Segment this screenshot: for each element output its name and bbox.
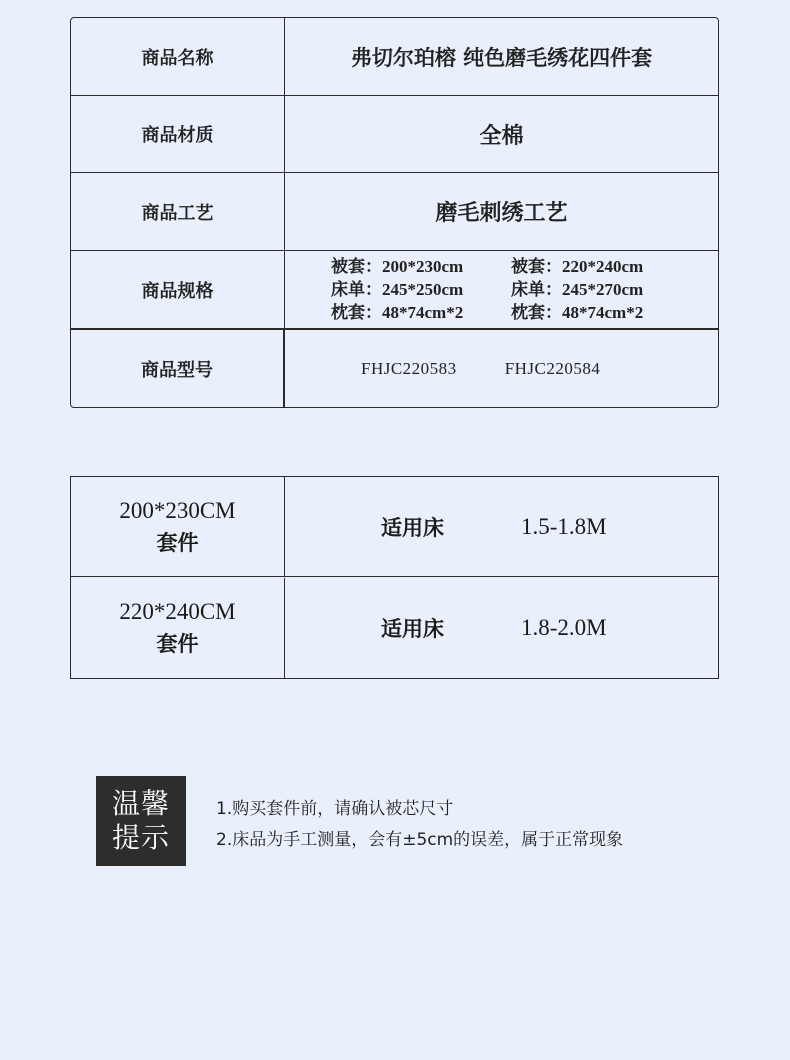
spec-value: 全棉 <box>479 123 524 149</box>
bed-size-row <box>71 477 718 577</box>
size-spec-grid <box>331 256 661 324</box>
spec-row-size <box>71 251 718 329</box>
model-number: FHJC220583 <box>361 359 457 378</box>
size-spec-item: 枕套：48*74cm*2 <box>511 302 644 322</box>
spec-label: 商品工艺 <box>71 173 285 250</box>
spec-row-material <box>71 96 718 173</box>
tips-list <box>216 794 623 856</box>
size-spec-item: 被套：200*230cm <box>331 256 464 276</box>
fit-label: 适用床 <box>381 515 444 540</box>
badge-line: 提示 <box>111 821 170 854</box>
tip-item: 2.床品为手工测量，会有±5cm的误差，属于正常现象 <box>216 830 624 850</box>
model-numbers <box>361 359 600 379</box>
tip-item: 1.购买套件前，请确认被芯尺寸 <box>216 799 454 819</box>
bed-set-size <box>71 578 285 678</box>
spec-value <box>285 251 718 328</box>
spec-row-name <box>71 18 718 96</box>
spec-label: 商品型号 <box>71 330 285 408</box>
product-spec-table <box>70 17 719 408</box>
fit-value: 1.5-1.8M <box>521 513 607 539</box>
size-spec-item: 被套：220*240cm <box>511 256 644 276</box>
spec-label: 商品名称 <box>71 18 285 95</box>
spec-label: 商品规格 <box>71 251 285 328</box>
bed-size-row <box>71 578 718 678</box>
fit-value: 1.8-2.0M <box>521 615 607 640</box>
set-dimensions: 200*230CM <box>119 497 236 523</box>
spec-value <box>285 330 718 408</box>
fit-label: 适用床 <box>381 617 444 641</box>
badge-line: 温馨 <box>111 787 170 820</box>
spec-row-model <box>71 329 718 408</box>
spec-value: 弗切尔珀榕 纯色磨毛绣花四件套 <box>350 45 653 70</box>
bed-fit <box>285 477 718 576</box>
size-spec-item: 枕套：48*74cm*2 <box>331 302 464 322</box>
spec-label: 商品材质 <box>71 96 285 172</box>
set-dimensions: 220*240CM <box>119 599 236 624</box>
set-kind: 套件 <box>156 632 199 656</box>
model-number: FHJC220584 <box>504 359 601 378</box>
bed-size-table <box>70 476 719 679</box>
spec-value: 磨毛刺绣工艺 <box>435 201 568 226</box>
bed-set-size <box>71 477 285 576</box>
bed-fit <box>285 578 718 678</box>
warm-tips-badge <box>96 776 186 866</box>
size-spec-item: 床单：245*250cm <box>331 279 464 299</box>
size-spec-item: 床单：245*270cm <box>511 279 644 299</box>
spec-row-craft <box>71 173 718 251</box>
set-kind: 套件 <box>156 530 199 555</box>
